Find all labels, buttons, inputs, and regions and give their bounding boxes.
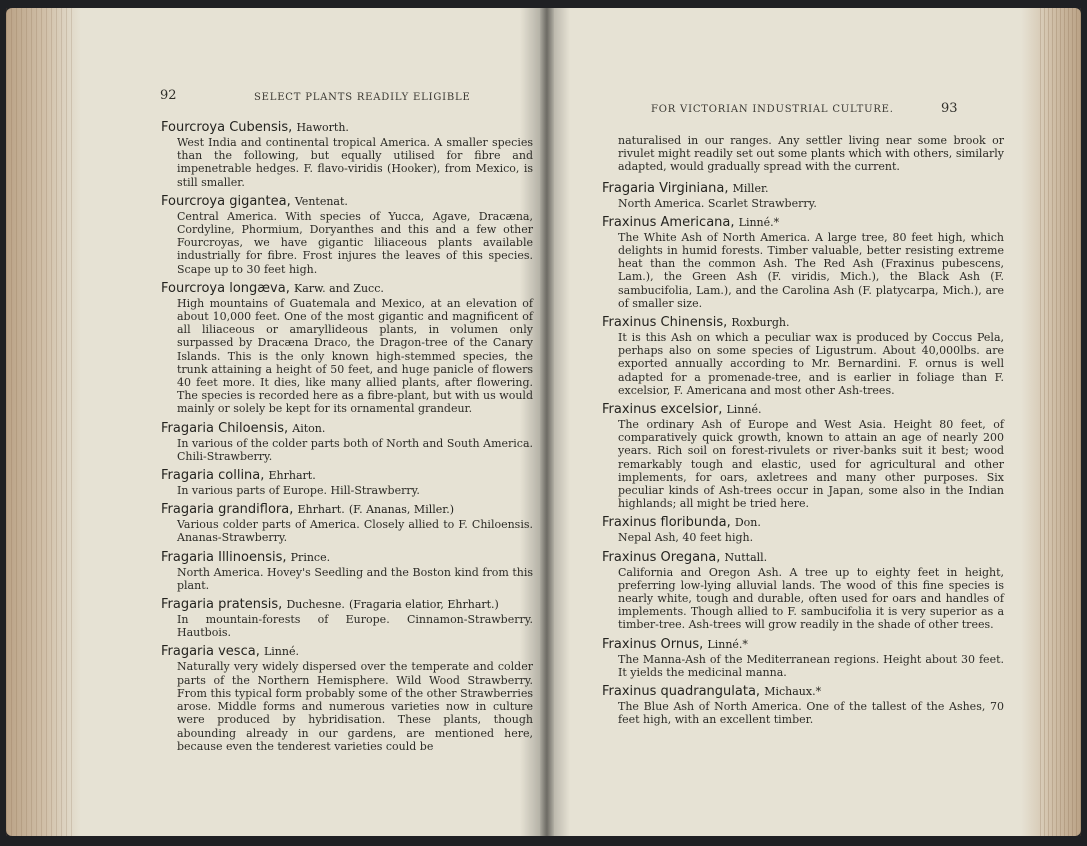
plant-name-line [161,644,533,660]
plant-description: It is this Ash on which a peculiar wax is produced by Coccus Pela, perhaps also on some species of Ligustrum. About 40,000lbs. are exported annually according to Mr. Bernardini. F. ornus is well adapted for a promenade-tree, and is earlier in foliage than F. excelsior, F. Americana and most other Ash-trees. [618,331,1004,397]
plant-name: Fraxinus quadrangulata, [602,684,761,700]
plant-entry [602,181,1004,210]
plant-author: Roxburgh. [731,316,790,330]
plant-entry [161,281,533,416]
plant-name-line [602,550,1004,566]
plant-description: The Manna-Ash of the Mediterranean regions. Height about 30 feet. It yields the medicinal manna. [618,652,1004,679]
plant-name: Fragaria vesca, [161,644,260,660]
continuation-text: naturalised in our ranges. Any settler living near some brook or rivulet might readily set out some plants which with others, similarly adapted, would gradually spread with the current. [618,134,1004,174]
plant-description: West India and continental tropical America. A smaller species than the following, but equally utilised for fibre and impenetrable hedges. F. flavo-viridis (Hooker), from Mexico, is still smaller. [177,136,533,189]
plant-author: Linné.* [738,215,780,229]
plant-name: Fragaria grandiflora, [161,502,294,518]
plant-description: California and Oregon Ash. A tree up to eighty feet in height, preferring low-lying alluvial lands. The wood of this fine species is nearly white, tough and durable, often used for oars and handles of implements. Though allied to F. sambucifolia it is very superior as a timber-tree. Ash-trees will grow readily in the shade of other trees. [618,565,1004,632]
plant-synonym: (F. Ananas, Miller.) [348,503,455,517]
plant-entry [161,194,533,276]
plant-entry [161,468,533,497]
plant-author: Prince. [290,550,331,564]
running-head: FOR VICTORIAN INDUSTRIAL CULTURE. [651,104,894,115]
plant-name-line [161,502,533,518]
plant-author: Miller. [732,181,769,195]
plant-author: Michaux.* [764,685,822,699]
plant-name: Fraxinus Oregana, [602,549,721,565]
plant-entry [161,550,533,592]
plant-name-line [602,402,1004,418]
plant-name-line [161,421,533,437]
plant-name-line [161,281,533,297]
plant-name-line [602,515,1004,531]
plant-author: Aiton. [292,421,326,435]
plant-entry [161,120,533,189]
plant-name: Fraxinus excelsior, [602,402,723,418]
plant-entry [602,684,1004,726]
plant-description: The Blue Ash of North America. One of the tallest of the Ashes, 70 feet high, with an excellent timber. [618,700,1004,727]
left-page [6,8,546,836]
page-edges-right [1040,8,1081,836]
plant-synonym: (Fragaria elatior, Ehrhart.) [349,598,499,612]
plant-author: Duchesne. [286,598,345,612]
right-page-content [602,134,1004,732]
page-number: 93 [941,101,958,116]
plant-description: Nepal Ash, 40 feet high. [618,531,754,545]
plant-author: Ventenat. [294,194,348,208]
plant-name: Fraxinus floribunda, [602,515,731,531]
plant-description: Central America. With species of Yucca, Agave, Dracæna, Cordyline, Phormium, Doryanthes and this and a few other Fourcroyas, we have gigantic liliaceous plants available industrially for fibre. Frost injures the leaves of this species. Scape up to 30 feet high. [177,209,533,276]
plant-entry [161,421,533,463]
plant-name-line [602,315,1004,331]
plant-author: Don. [734,516,761,530]
plant-name-line [161,550,533,566]
plant-entry [602,402,1004,510]
plant-description: In various of the colder parts both of North and South America. Chili-Strawberry. [177,436,533,463]
plant-author: Linné. [726,403,762,417]
page-number: 92 [160,88,177,103]
plant-name: Fourcroya longæva, [161,280,290,296]
plant-description: The ordinary Ash of Europe and West Asia. Height 80 feet, of comparatively quick growth, known to attain an age of nearly 200 years. Rich soil on forest-rivulets or river-banks suit it best; wood remarkably tough and elastic, used for agricultural and other implements, for oars, axletrees and many other purposes. Six peculiar kinds of Ash-trees occur in Japan, some also in the Indian highlands; all might be tried here. [618,418,1004,511]
plant-entry [602,550,1004,632]
left-page-content [161,120,533,758]
plant-name: Fragaria collina, [161,468,265,484]
plant-name-line [602,637,1004,653]
plant-name: Fraxinus Americana, [602,214,735,230]
plant-name: Fragaria Virginiana, [602,180,729,196]
plant-entry [602,515,1004,544]
plant-name-line [161,468,533,484]
plant-author: Linné. [263,645,299,659]
page-edges-left [6,8,76,836]
plant-description: High mountains of Guatemala and Mexico, at an elevation of about 10,000 feet. One of the most gigantic and magnificent of all liliaceous or amaryllideous plants, in volumen only surpassed by Dracæna Draco, the Dragon-tree of the Canary Islands. This is the only known high-stemmed species, the trunk attaining a height of 50 feet, and huge panicle of flowers 40 feet more. It dies, like many allied plants, after flowering. The species is recorded here as a fibre-plant, but with us would mainly or solely be kept for its ornamental grandeur. [177,296,533,416]
plant-name-line [602,181,1004,197]
plant-description: North America. Hovey's Seedling and the Boston kind from this plant. [177,565,533,592]
plant-name: Fraxinus Ornus, [602,636,704,652]
plant-entry [161,597,533,639]
plant-name: Fourcroya gigantea, [161,193,291,209]
right-page [546,8,1081,836]
plant-entry [602,315,1004,397]
plant-entry [161,644,533,752]
plant-description: Various colder parts of America. Closely allied to F. Chiloensis. Ananas-Strawberry. [177,518,533,545]
plant-author: Nuttall. [724,550,768,564]
plant-name-line [161,597,533,613]
plant-name: Fourcroya Cubensis, [161,120,293,135]
plant-author: Ehrhart. [297,503,345,517]
plant-description: In various parts of Europe. Hill-Strawberry. [177,484,420,498]
plant-entry [602,215,1004,310]
plant-description: In mountain-forests of Europe. Cinnamon-Strawberry. Hautbois. [177,613,533,640]
plant-author: Ehrhart. [268,469,316,483]
book-gutter [540,8,554,836]
plant-name: Fragaria pratensis, [161,597,283,613]
plant-name: Fraxinus Chinensis, [602,315,728,331]
running-head: SELECT PLANTS READILY ELIGIBLE [254,92,471,103]
plant-name-line [602,684,1004,700]
plant-description: Naturally very widely dispersed over the temperate and colder parts of the Northern Hemisphere. Wild Wood Strawberry. From this typical form probably some of the other Strawberries arose. Middle forms and numerous varieties now in culture were produced by hybridisation. These plants, though abounding already in our gardens, are mentioned here, because even the tenderest varieties could be [177,660,533,753]
plant-description: North America. Scarlet Strawberry. [618,196,817,210]
plant-author: Haworth. [296,121,349,134]
plant-name-line [161,194,533,210]
plant-author: Linné.* [707,637,748,651]
plant-name: Fragaria Chiloensis, [161,420,289,436]
plant-name-line [602,215,1004,231]
plant-author: Karw. and Zucc. [293,281,384,295]
plant-name-line [161,120,533,136]
plant-name: Fragaria Illinoensis, [161,549,287,565]
plant-entry [161,502,533,544]
plant-entry [602,637,1004,679]
plant-description: The White Ash of North America. A large tree, 80 feet high, which delights in humid forests. Timber valuable, better resisting extreme heat than the common Ash. The Red Ash (Fraxinus pubescens, Lam.), the Green Ash (F. viridis, Mich.), the Black Ash (F. sambucifolia, Lam.), and the Carolina Ash (F. platycarpa, Mich.), are of smaller size. [618,230,1004,310]
